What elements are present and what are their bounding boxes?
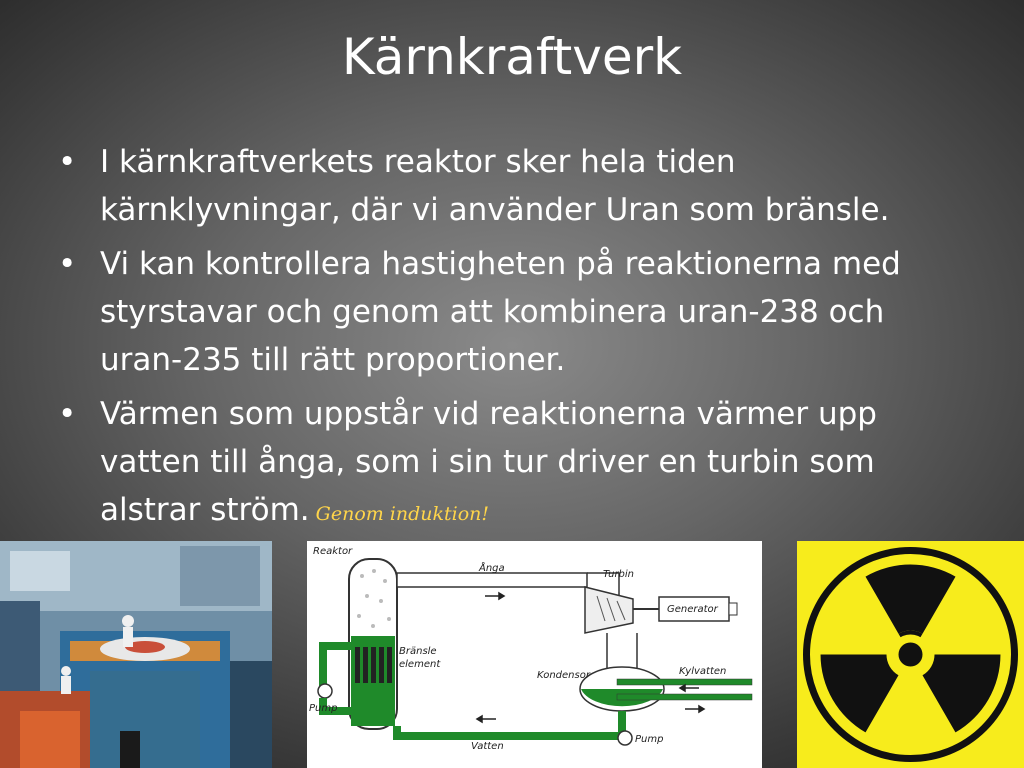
pump-right-label: Pump — [635, 734, 664, 745]
turbine-label: Turbin — [603, 569, 635, 580]
bullet-list — [58, 138, 958, 544]
induction-note: Genom induktion! — [315, 503, 490, 525]
bullet-text: I kärnkraftverkets reaktor sker hela tiden kärnklyvningar, där vi använder Uran som bränsle. — [100, 144, 890, 228]
steam-label: Ånga — [479, 563, 505, 574]
power-plant-diagram — [307, 541, 762, 768]
bullet-icon: • — [58, 144, 77, 180]
slide-title: Kärnkraftverk — [341, 28, 683, 86]
bullet-item — [58, 240, 958, 384]
bullet-item — [58, 390, 958, 538]
reactor-hall-photo — [0, 541, 272, 768]
fuel-label-line1: Bränsle — [399, 646, 437, 657]
generator-label: Generator — [667, 604, 718, 615]
bullet-item — [58, 138, 958, 234]
water-label: Vatten — [471, 741, 504, 752]
condenser-label: Kondensor — [537, 670, 590, 681]
bullet-text: Vi kan kontrollera hastigheten på reaktionerna med styrstavar och genom att kombinera uran-238 och uran-235 till rätt proportioner. — [100, 246, 901, 378]
pump-left-label: Pump — [309, 703, 338, 714]
bullet-icon: • — [58, 246, 77, 282]
reactor-label: Reaktor — [313, 546, 353, 557]
cooling-water-label: Kylvatten — [679, 666, 727, 677]
radiation-icon — [797, 541, 1024, 768]
fuel-label-line2: element — [399, 659, 441, 670]
bullet-icon: • — [58, 396, 77, 432]
bullet-text: Värmen som uppstår vid reaktionerna värmer upp vatten till ånga, som i sin tur driver en turbin som alstrar ström. — [100, 396, 877, 528]
